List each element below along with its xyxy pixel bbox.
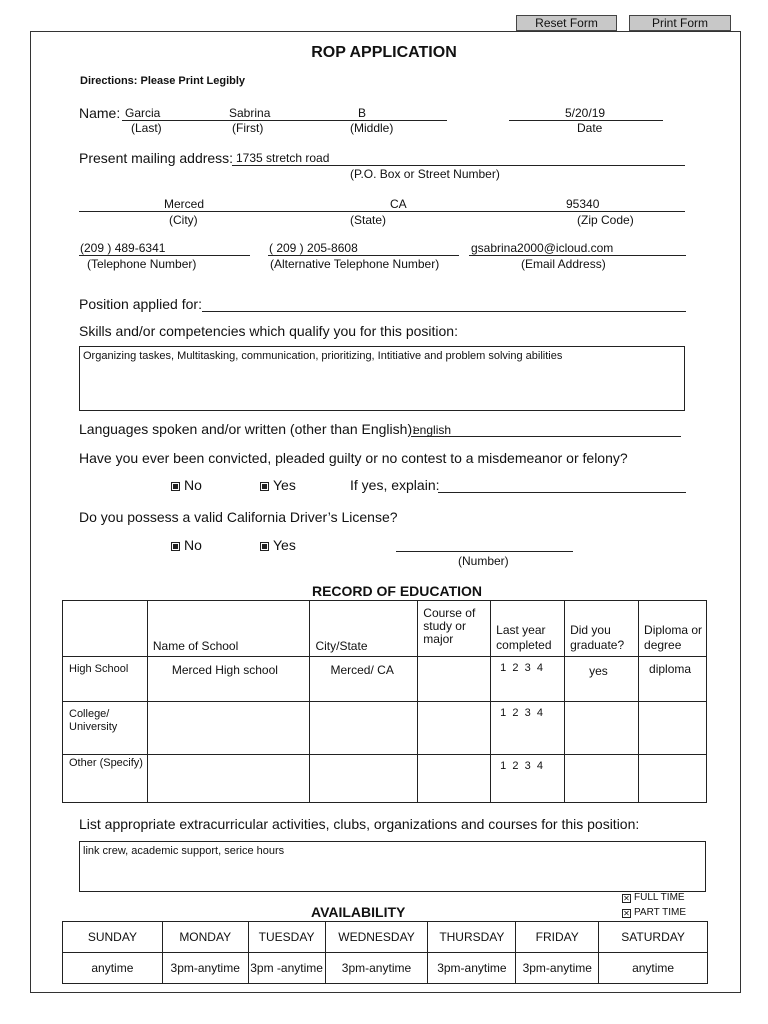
checkbox-icon	[171, 482, 180, 491]
checkbox-icon: ✕	[623, 909, 630, 918]
license-no-label: No	[184, 537, 202, 553]
middle-name-input[interactable]: B	[358, 106, 367, 120]
year-select[interactable]: 1 2 3 4	[491, 702, 565, 755]
position-label: Position applied for:	[79, 296, 202, 312]
state-input[interactable]: CA	[390, 197, 407, 211]
education-header-row	[63, 601, 707, 657]
languages-input[interactable]: english	[413, 423, 452, 437]
zip-input[interactable]: 95340	[566, 197, 600, 211]
street-input[interactable]: 1735 stretch road	[236, 151, 330, 165]
city-underline	[79, 211, 685, 212]
course-input[interactable]	[418, 702, 491, 755]
license-number-caption: (Number)	[458, 554, 509, 568]
time-thursday-input[interactable]: 3pm-anytime	[428, 953, 516, 984]
time-friday-input[interactable]: 3pm-anytime	[516, 953, 599, 984]
part-time-checkbox[interactable]	[622, 907, 686, 918]
time-sunday-input[interactable]: anytime	[63, 953, 163, 984]
header-school: Name of School	[147, 601, 310, 657]
day-sunday: SUNDAY	[63, 922, 163, 953]
day-friday: FRIDAY	[516, 922, 599, 953]
graduate-input[interactable]	[565, 755, 639, 803]
full-time-checkbox[interactable]	[622, 892, 685, 903]
availability-title: AVAILABILITY	[311, 904, 406, 920]
day-tuesday: TUESDAY	[248, 922, 325, 953]
street-underline	[232, 165, 685, 166]
address-label: Present mailing address:	[79, 150, 234, 166]
graduate-input[interactable]: yes	[565, 657, 639, 702]
time-wednesday-input[interactable]: 3pm-anytime	[325, 953, 428, 984]
school-input[interactable]	[147, 702, 310, 755]
license-yes-label: Yes	[273, 537, 296, 553]
course-input[interactable]	[418, 755, 491, 803]
license-no-checkbox[interactable]	[171, 537, 202, 553]
first-caption: (First)	[232, 121, 264, 135]
date-input[interactable]: 5/20/19	[565, 106, 606, 120]
email-input[interactable]: gsabrina2000@icloud.com	[471, 241, 614, 255]
year-select[interactable]: 1 2 3 4	[491, 755, 565, 803]
header-blank	[63, 601, 148, 657]
city-state-input[interactable]	[310, 755, 418, 803]
phone-area: (209 )	[80, 241, 112, 255]
diploma-input[interactable]	[639, 702, 707, 755]
checkbox-icon: ✕	[623, 894, 630, 903]
education-title: RECORD OF EDUCATION	[311, 583, 483, 599]
day-saturday: SATURDAY	[599, 922, 708, 953]
day-monday: MONDAY	[162, 922, 248, 953]
extracurricular-label: List appropriate extracurricular activities, clubs, organizations and courses for this position:	[79, 816, 640, 832]
convicted-no-checkbox[interactable]	[171, 477, 202, 493]
city-caption: (City)	[169, 213, 198, 227]
phone-number: 489-6341	[114, 241, 166, 255]
print-form-button[interactable]: Print Form	[629, 15, 731, 31]
convicted-yes-label: Yes	[273, 477, 296, 493]
day-wednesday: WEDNESDAY	[325, 922, 428, 953]
part-time-label: PART TIME	[634, 907, 687, 918]
street-caption: (P.O. Box or Street Number)	[350, 167, 500, 181]
header-course: Course of study or major	[418, 601, 491, 657]
zip-caption: (Zip Code)	[577, 213, 634, 227]
school-input[interactable]: Merced High school	[147, 657, 310, 702]
city-state-input[interactable]	[310, 702, 418, 755]
city-state-input[interactable]: Merced/ CA	[310, 657, 418, 702]
header-diploma: Diploma or degree	[639, 601, 707, 657]
skills-textarea[interactable]: Organizing taskes, Multitasking, communication, prioritizing, Intitiative and problem solving abilities	[79, 346, 685, 411]
extracurricular-textarea[interactable]: link crew, academic support, serice hours	[79, 841, 706, 892]
license-question: Do you possess a valid California Driver’s License?	[79, 509, 398, 525]
time-monday-input[interactable]: 3pm-anytime	[162, 953, 248, 984]
checkbox-icon	[260, 482, 269, 491]
last-name-input[interactable]: Garcia	[125, 106, 161, 120]
header-year: Last year completed	[491, 601, 565, 657]
full-time-label: FULL TIME	[634, 892, 685, 903]
diploma-input[interactable]: diploma	[639, 657, 707, 702]
diploma-input[interactable]	[639, 755, 707, 803]
license-yes-checkbox[interactable]	[260, 537, 296, 553]
languages-label: Languages spoken and/or written (other than English):	[79, 421, 416, 437]
alt-phone-underline	[268, 255, 459, 256]
license-number-input[interactable]	[396, 551, 573, 552]
name-underline	[122, 120, 447, 121]
explain-label: If yes, explain:	[350, 477, 440, 493]
table-row	[63, 702, 707, 755]
year-select[interactable]: 1 2 3 4	[491, 657, 565, 702]
languages-underline	[411, 436, 681, 437]
middle-caption: (Middle)	[350, 121, 394, 135]
time-saturday-input[interactable]: anytime	[599, 953, 708, 984]
page-title: ROP APPLICATION	[311, 44, 457, 61]
convicted-question: Have you ever been convicted, pleaded guilty or no contest to a misdemeanor or felony?	[79, 450, 628, 466]
phone-input[interactable]	[80, 241, 165, 255]
alt-phone-area: ( 209 )	[269, 241, 304, 255]
table-row	[63, 657, 707, 702]
time-tuesday-input[interactable]: 3pm -anytime	[248, 953, 325, 984]
email-caption: (Email Address)	[521, 257, 606, 271]
table-row	[63, 755, 707, 803]
email-underline	[469, 255, 686, 256]
convicted-no-label: No	[184, 477, 202, 493]
convicted-yes-checkbox[interactable]	[260, 477, 296, 493]
date-caption: Date	[577, 121, 603, 135]
phone-caption: (Telephone Number)	[87, 257, 197, 271]
header-graduate: Did you graduate?	[565, 601, 639, 657]
alt-phone-input[interactable]	[269, 241, 358, 255]
checkbox-icon	[171, 542, 180, 551]
name-label: Name:	[79, 105, 121, 121]
education-table	[62, 600, 707, 803]
course-input[interactable]	[418, 657, 491, 702]
alt-phone-number: 205-8608	[307, 241, 358, 255]
first-name-input[interactable]: Sabrina	[229, 106, 271, 120]
phone-underline	[79, 255, 250, 256]
row-label: College/ University	[63, 702, 148, 755]
row-label: High School	[63, 657, 148, 702]
alt-phone-caption: (Alternative Telephone Number)	[270, 257, 440, 271]
position-input[interactable]	[202, 311, 686, 312]
availability-table	[62, 921, 708, 984]
availability-times-row	[63, 953, 708, 984]
row-label: Other (Specify)	[63, 755, 148, 803]
directions: Directions: Please Print Legibly	[80, 75, 246, 87]
graduate-input[interactable]	[565, 702, 639, 755]
state-caption: (State)	[350, 213, 387, 227]
day-thursday: THURSDAY	[428, 922, 516, 953]
header-city: City/State	[310, 601, 418, 657]
availability-days-row	[63, 922, 708, 953]
reset-form-button[interactable]: Reset Form	[516, 15, 617, 31]
school-input[interactable]	[147, 755, 310, 803]
city-input[interactable]: Merced	[164, 197, 205, 211]
skills-label: Skills and/or competencies which qualify you for this position:	[79, 323, 458, 339]
explain-input[interactable]	[438, 492, 686, 493]
checkbox-icon	[260, 542, 269, 551]
last-caption: (Last)	[131, 121, 162, 135]
